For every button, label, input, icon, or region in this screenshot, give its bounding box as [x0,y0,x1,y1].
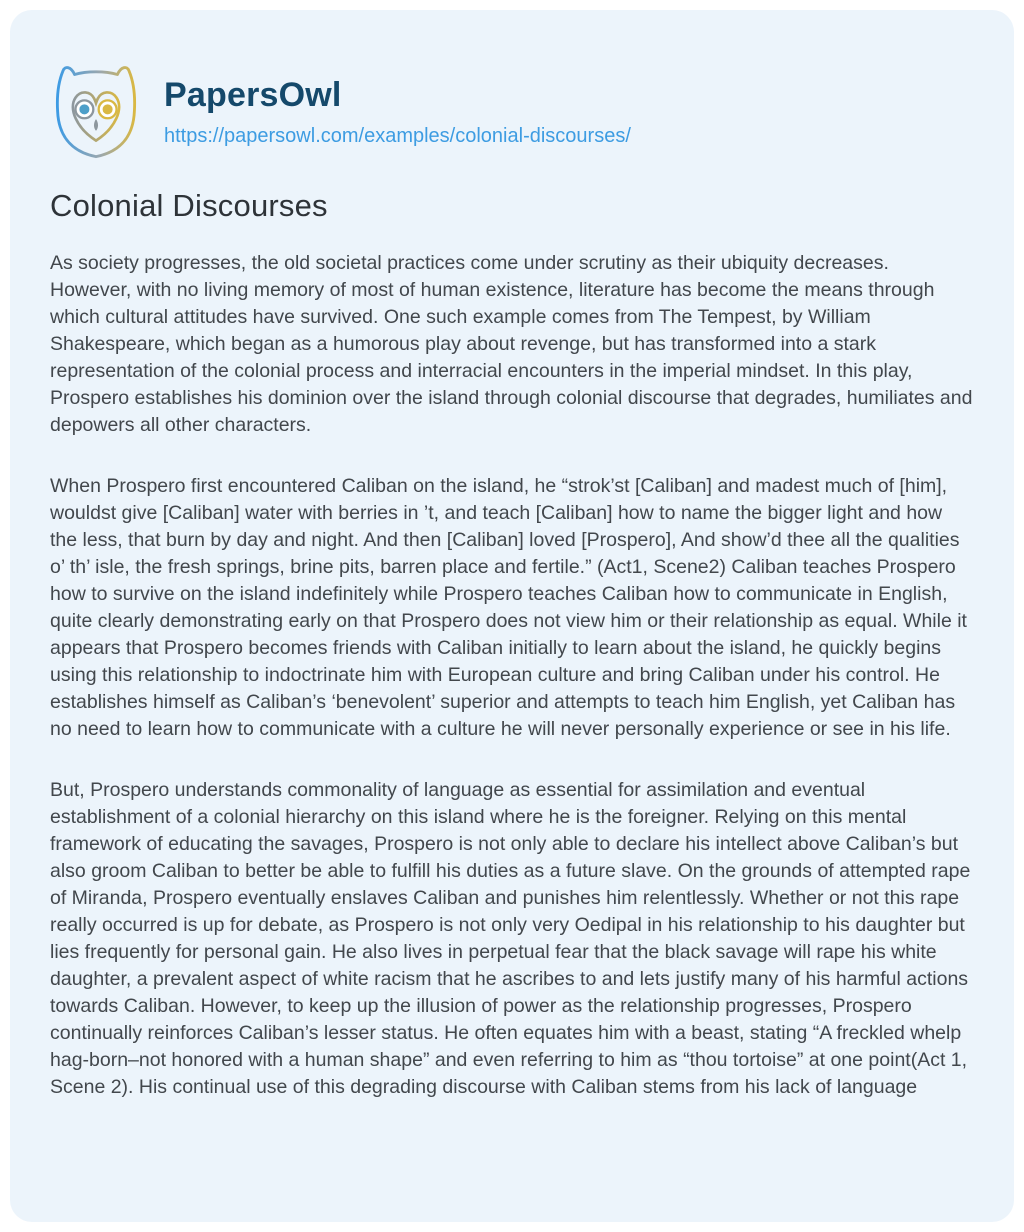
page-url-link[interactable]: https://papersowl.com/examples/colonial-discourses/ [164,125,631,147]
article-card [10,10,1014,1222]
essay-body [50,250,974,1101]
brand-header [50,62,974,162]
papersowl-owl-logo-icon [50,62,142,162]
essay-paragraph: As society progresses, the old societal practices come under scrutiny as their ubiquity decreases. However, with no living memory of most of human existence, literature has become the means through which cultural attitudes have survived. One such example comes from The Tempest, by William Shakespeare, which began as a humorous play about revenge, but has transformed into a stark representation of the colonial process and interracial encounters in the imperial mindset. In this play, Prospero establishes his dominion over the island through colonial discourse that degrades, humiliates and depowers all other characters. [50,252,973,436]
brand-name: PapersOwl [164,76,342,114]
page-title: Colonial Discourses [50,188,328,223]
essay-paragraph: But, Prospero understands commonality of language as essential for assimilation and eventual establishment of a colonial hierarchy on this island where he is the foreigner. Relying on this mental framework of educating the savages, Prospero is not only able to declare his intellect above Caliban’s but also groom Caliban to better be able to fulfill his duties as a future slave. On the grounds of attempted rape of Miranda, Prospero eventually enslaves Caliban and punishes him relentlessly. Whether or not this rape really occurred is up for debate, as Prospero is not only very Oedipal in his relationship to his daughter but lies frequently for personal gain. He also lives in perpetual fear that the black savage will rape his white daughter, a prevalent aspect of white racism that he ascribes to and lets justify many of his harmful actions towards Caliban. However, to keep up the illusion of power as the relationship progresses, Prospero continually reinforces Caliban’s lesser status. He often equates him with a beast, stating “A freckled whelp hag-born–not honored with a human shape” and even referring to him as “thou tortoise” at one point(Act 1, Scene 2). His continual use of this degrading discourse with Caliban stems from his lack of language [50,779,971,1098]
essay-paragraph: When Prospero first encountered Caliban on the island, he “strok’st [Caliban] and madest much of [him], wouldst give [Caliban] water with berries in ’t, and teach [Caliban] how to name the bigger light and how the less, that burn by day and night. And then [Caliban] loved [Prospero], And show’d thee all the qualities o’ th’ isle, the fresh springs, brine pits, barren place and fertile.” (Act1, Scene2) Caliban teaches Prospero how to survive on the island indefinitely while Prospero teaches Caliban how to communicate in English, quite clearly demonstrating early on that Prospero does not view him or their relationship as equal. While it appears that Prospero becomes friends with Caliban initially to learn about the island, he quickly begins using this relationship to indoctrinate him with European culture and bring Caliban under his control. He establishes himself as Caliban’s ‘benevolent’ superior and attempts to teach him English, yet Caliban has no need to learn how to communicate with a culture he will never personally experience or see in his life. [50,475,967,740]
brand-text-block [164,76,631,148]
